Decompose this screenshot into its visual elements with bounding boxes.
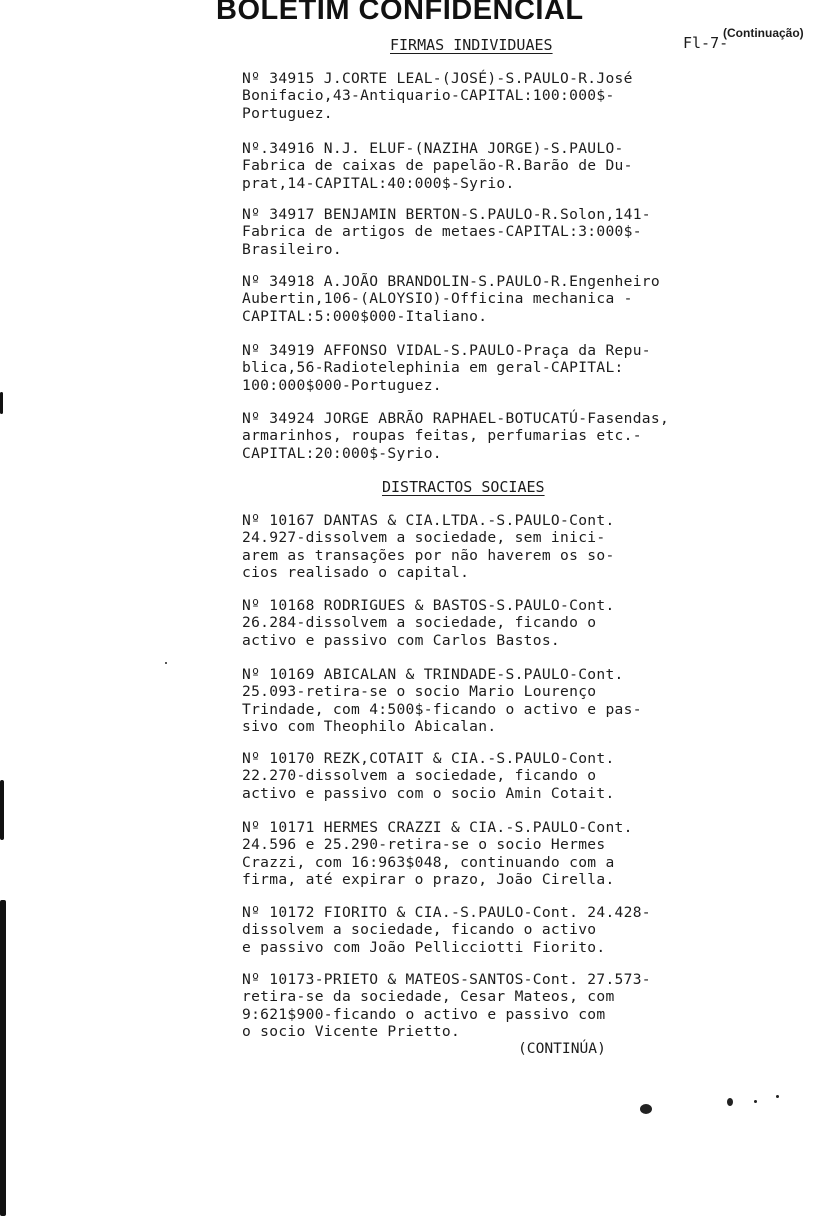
scan-speck — [165, 662, 167, 664]
entry-34915: Nº 34915 J.CORTE LEAL-(JOSÉ)-S.PAULO-R.José Bonifacio,43-Antiquario-CAPITAL:100:000$- Portuguez. — [242, 70, 633, 122]
entry-10173: Nº 10173-PRIETO & MATEOS-SANTOS-Cont. 27.573- retira-se da sociedade, Cesar Mateos, com 9:621$900-ficando o activo e passivo com o socio Vicente Prietto. — [242, 971, 651, 1041]
continuation-note: (Continuação) — [723, 26, 804, 40]
entry-34916: Nº.34916 N.J. ELUF-(NAZIHA JORGE)-S.PAULO- Fabrica de caixas de papelão-R.Barão de Du- prat,14-CAPITAL:40:000$-Syrio. — [242, 140, 633, 192]
folio-number: Fl-7- — [683, 34, 729, 52]
scan-edge-mark — [0, 900, 6, 1216]
entry-10171: Nº 10171 HERMES CRAZZI & CIA.-S.PAULO-Cont. 24.596 e 25.290-retira-se o socio Hermes Crazzi, com 16:963$048, continuando com a firma, até expirar o prazo, João Cirella. — [242, 819, 633, 889]
entry-10169: Nº 10169 ABICALAN & TRINDADE-S.PAULO-Cont. 25.093-retira-se o socio Mario Lourenço Trindade, com 4:500$-ficando o activo e pas- sivo com Theophilo Abicalan. — [242, 666, 642, 736]
entry-34918: Nº 34918 A.JOÃO BRANDOLIN-S.PAULO-R.Engenheiro Aubertin,106-(ALOYSIO)-Officina mechanica - CAPITAL:5:000$000-Italiano. — [242, 273, 660, 325]
scan-speck — [727, 1098, 733, 1106]
continua-note: (CONTINÚA) — [518, 1040, 606, 1057]
scan-speck — [754, 1100, 757, 1103]
entry-10168: Nº 10168 RODRIGUES & BASTOS-S.PAULO-Cont. 26.284-dissolvem a sociedade, ficando o activo e passivo com Carlos Bastos. — [242, 597, 615, 649]
scan-edge-mark — [0, 780, 4, 840]
entry-34919: Nº 34919 AFFONSO VIDAL-S.PAULO-Praça da Repu- blica,56-Radiotelephinia em geral-CAPITAL: 100:000$000-Portuguez. — [242, 342, 651, 394]
document-title: BOLETIM CONFIDENCIAL — [216, 0, 584, 26]
entry-10170: Nº 10170 REZK,COTAIT & CIA.-S.PAULO-Cont. 22.270-dissolvem a sociedade, ficando o activo e passivo com o socio Amin Cotait. — [242, 750, 615, 802]
scan-edge-mark — [0, 392, 3, 414]
entry-34924: Nº 34924 JORGE ABRÃO RAPHAEL-BOTUCATÚ-Fasendas, armarinhos, roupas feitas, perfumarias etc.- CAPITAL:20:000$-Syrio. — [242, 410, 670, 462]
section-heading-firmas: FIRMAS INDIVIDUAES — [390, 36, 553, 54]
entry-10167: Nº 10167 DANTAS & CIA.LTDA.-S.PAULO-Cont. 24.927-dissolvem a sociedade, sem inici- arem as transações por não haverem os so- cios realisado o capital. — [242, 512, 615, 582]
scan-speck — [776, 1095, 779, 1098]
entry-10172: Nº 10172 FIORITO & CIA.-S.PAULO-Cont. 24.428- dissolvem a sociedade, ficando o activo e passivo com João Pellicciotti Fiorito. — [242, 904, 651, 956]
scan-speck — [640, 1104, 652, 1114]
section-heading-distractos: DISTRACTOS SOCIAES — [382, 478, 545, 496]
entry-34917: Nº 34917 BENJAMIN BERTON-S.PAULO-R.Solon,141- Fabrica de artigos de metaes-CAPITAL:3:000$- Brasileiro. — [242, 206, 651, 258]
